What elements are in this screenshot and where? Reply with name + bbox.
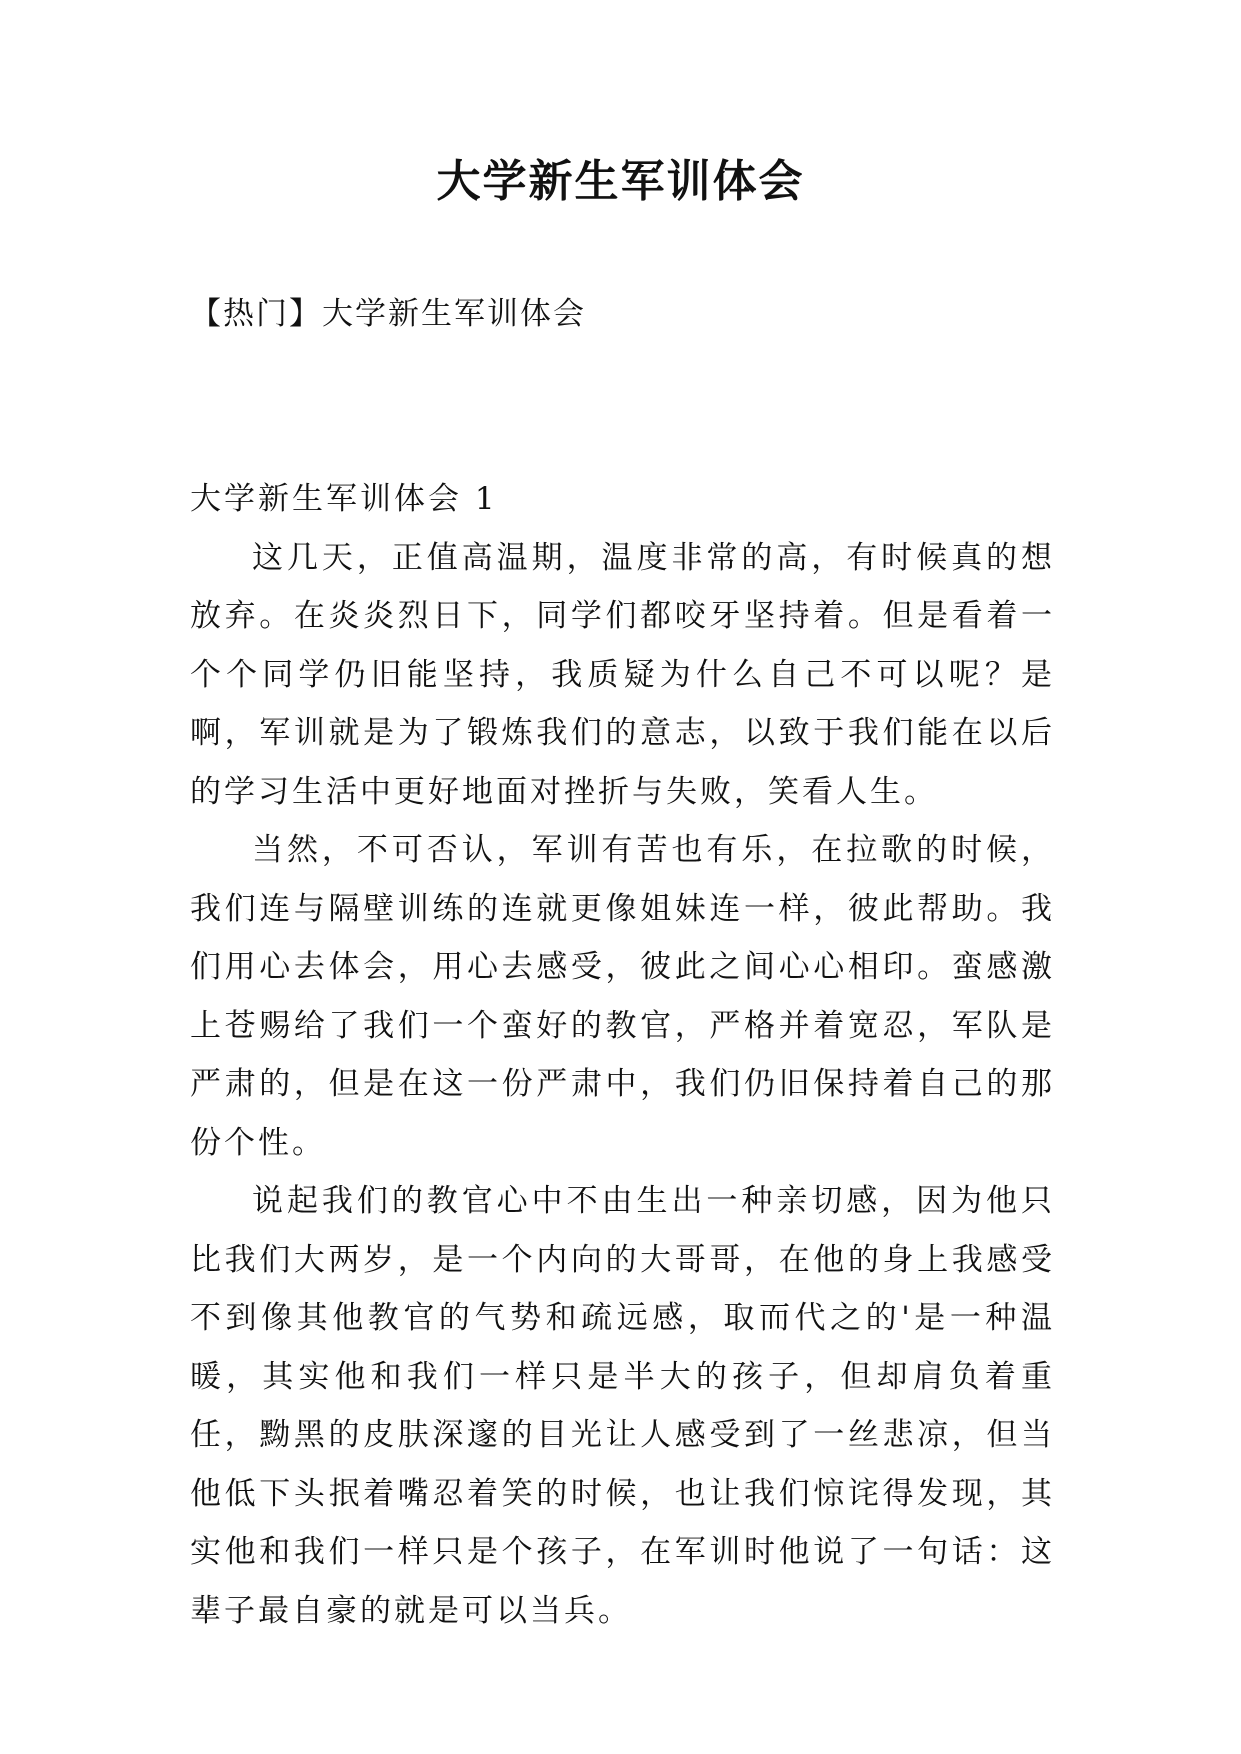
paragraph: 当然，不可否认，军训有苦也有乐，在拉歌的时候，我们连与隔壁训练的连就更像姐妹连一样，彼此帮助。我们用心去体会，用心去感受，彼此之间心心相印。蛮感激上苍赐给了我们一个蛮好的教官，严格并着宽忍，军队是严肃的，但是在这一份严肃中，我们仍旧保持着自己的那份个性。 <box>190 832 1055 1161</box>
paragraph: 这几天，正值高温期，温度非常的高，有时候真的想放弃。在炎炎烈日下，同学们都咬牙坚持着。但是看着一个个同学仍旧能坚持，我质疑为什么自己不可以呢？是啊，军训就是为了锻炼我们的意志，以致于我们能在以后的学习生活中更好地面对挫折与失败，笑看人生。 <box>190 539 1055 810</box>
section-heading: 大学新生军训体会 1 <box>190 481 498 517</box>
paragraph: 说起我们的教官心中不由生出一种亲切感，因为他只比我们大两岁，是一个内向的大哥哥，在他的身上我感受不到像其他教官的气势和疏远感，取而代之的'是一种温暖，其实他和我们一样只是半大的孩子，但却肩负着重任，黝黑的皮肤深邃的目光让人感受到了一丝悲凉，但当他低下头抿着嘴忍着笑的时候，也让我们惊诧得发现，其实他和我们一样只是个孩子，在军训时他说了一句话：这辈子最自豪的就是可以当兵。 <box>190 1183 1055 1629</box>
document-body <box>190 470 1055 1640</box>
document-title: 大学新生军训体会 <box>436 156 805 207</box>
document-subtitle: 【热门】大学新生军训体会 <box>190 296 586 332</box>
